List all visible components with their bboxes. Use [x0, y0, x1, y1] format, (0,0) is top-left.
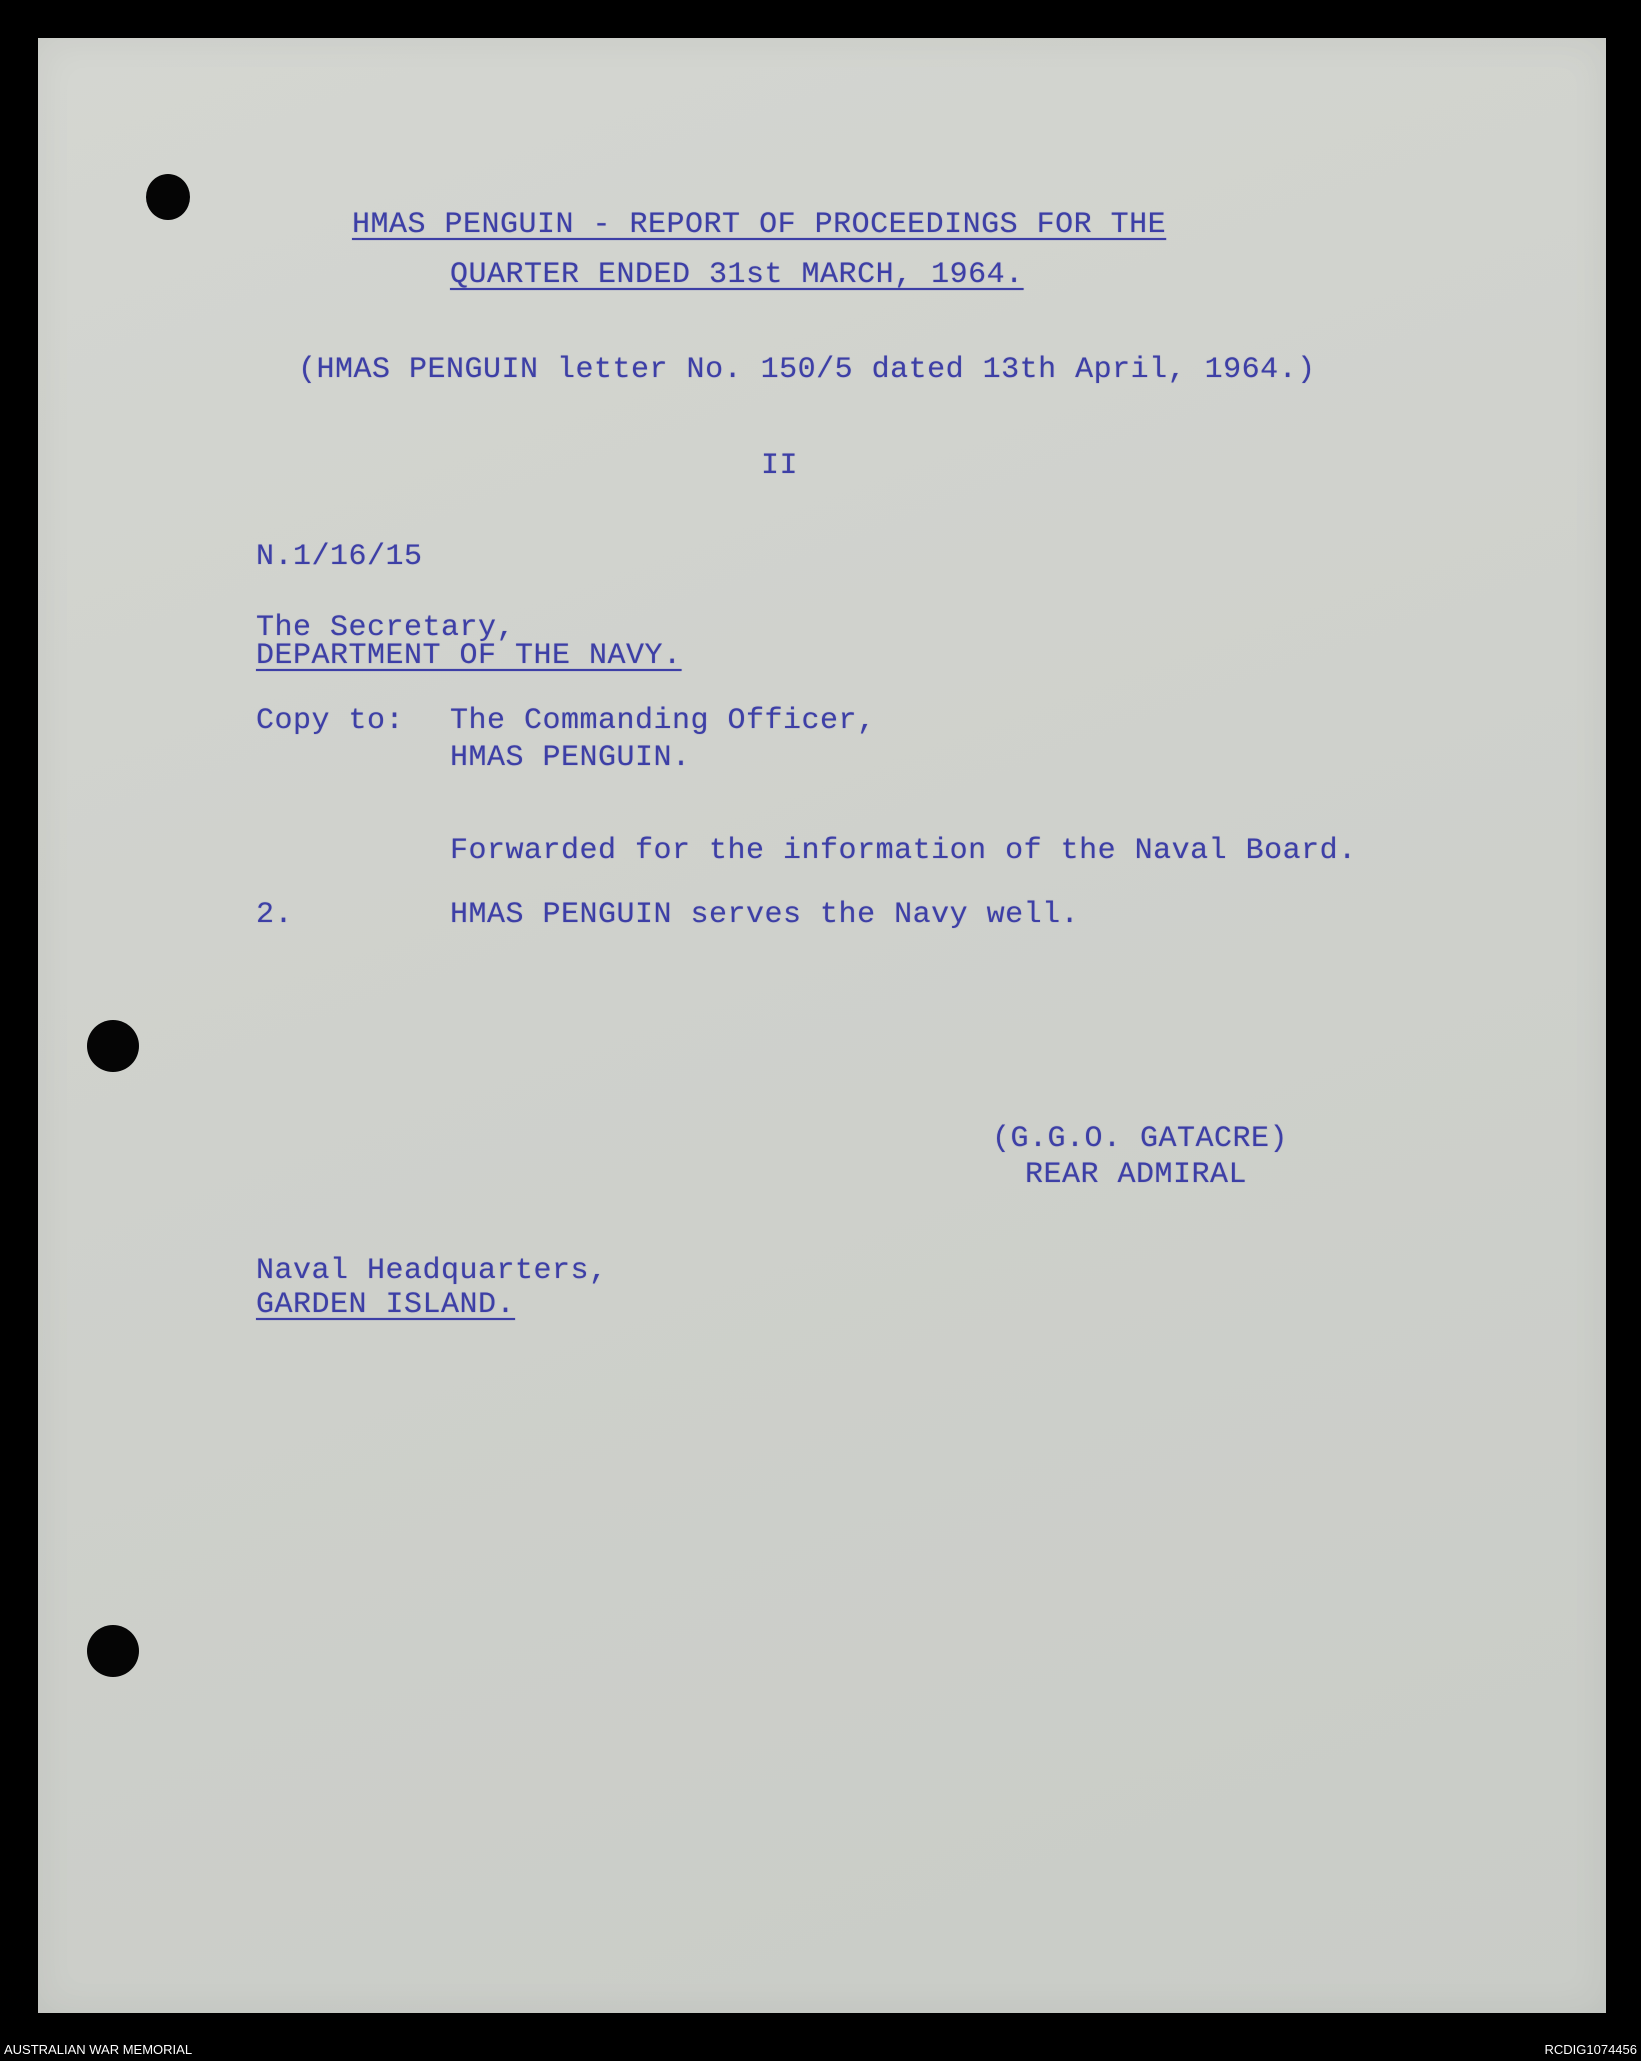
footer-archive-name: AUSTRALIAN WAR MEMORIAL: [4, 2042, 193, 2057]
copy-to-label: Copy to:: [256, 704, 405, 738]
reference-line: (HMAS PENGUIN letter No. 150/5 dated 13th April, 1964.): [298, 353, 1316, 387]
paragraph-2-number: 2.: [256, 898, 294, 932]
document-page: [38, 38, 1606, 2013]
paragraph-1: Forwarded for the information of the Naval Board.: [450, 834, 1357, 868]
document-title-line1: HMAS PENGUIN - REPORT OF PROCEEDINGS FOR THE: [352, 208, 1167, 242]
punch-hole-bottom: [87, 1625, 139, 1677]
file-number: N.1/16/15: [256, 540, 423, 574]
signature-rank: REAR ADMIRAL: [1025, 1158, 1248, 1192]
paragraph-2: HMAS PENGUIN serves the Navy well.: [450, 898, 1080, 932]
signature-name: (G.G.O. GATACRE): [992, 1122, 1289, 1156]
addressee-line2: DEPARTMENT OF THE NAVY.: [256, 639, 682, 673]
punch-hole-top: [146, 174, 190, 220]
origin-line2: GARDEN ISLAND.: [256, 1288, 516, 1322]
footer-record-id: RCDIG1074456: [1544, 2042, 1637, 2057]
section-number: II: [761, 449, 799, 483]
addressee-line1: The Secretary,: [256, 611, 516, 645]
copy-to-line1: The Commanding Officer,: [450, 704, 876, 738]
copy-to-line2: HMAS PENGUIN.: [450, 741, 691, 775]
origin-line1: Naval Headquarters,: [256, 1254, 608, 1288]
document-title-line2: QUARTER ENDED 31st MARCH, 1964.: [450, 258, 1024, 292]
punch-hole-middle: [87, 1020, 139, 1072]
